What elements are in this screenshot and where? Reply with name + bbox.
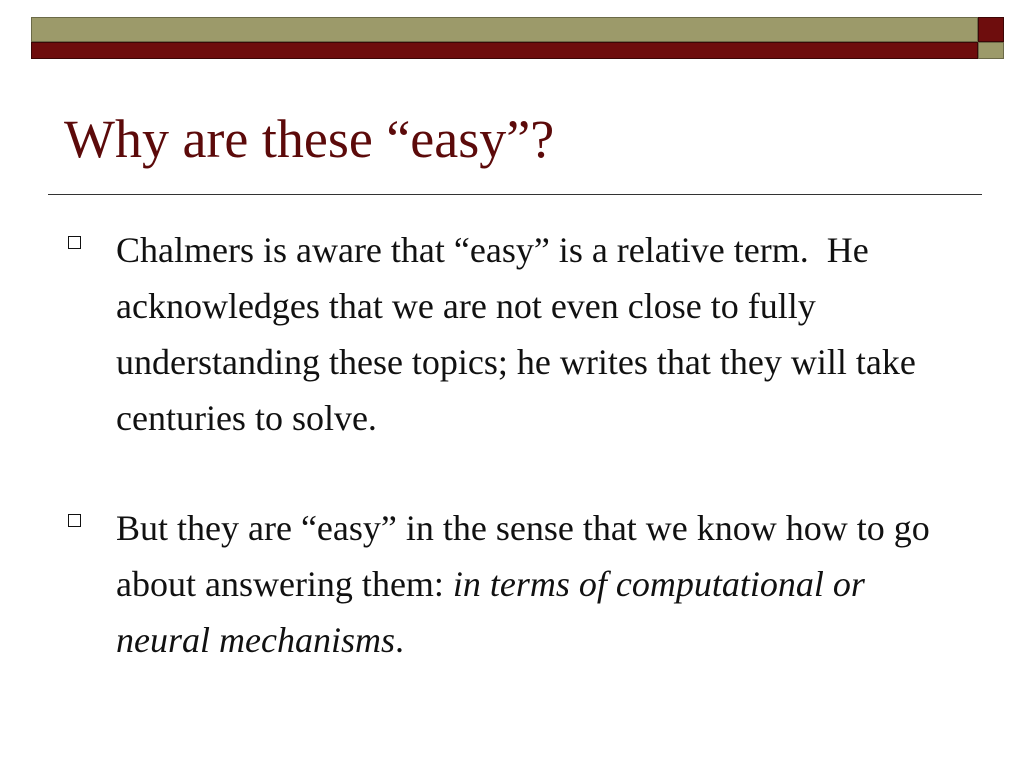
bullet-list <box>64 222 964 668</box>
hollow-square-icon <box>68 236 81 249</box>
bullet-item <box>64 500 964 668</box>
hollow-square-icon <box>68 514 81 527</box>
bullet-item <box>64 222 964 446</box>
bullet-text: Chalmers is aware that “easy” is a relative term. He acknowledges that we are not even close to fully understanding these topics; he writes that they will take centuries to solve. <box>116 230 916 438</box>
title-divider <box>48 194 982 195</box>
bullet-trailing: . <box>394 620 404 660</box>
header-corner-maroon <box>978 17 1004 42</box>
header-band-olive <box>31 17 978 42</box>
header-band-maroon <box>31 42 978 59</box>
bullet-text: But they are “easy” in the sense that we know how to go about answering them: <box>116 508 930 604</box>
slide-title: Why are these “easy”? <box>64 109 555 169</box>
bullet-emphasis: in terms of computational or neural mechanisms <box>116 564 865 660</box>
header-corner-olive <box>978 42 1004 59</box>
